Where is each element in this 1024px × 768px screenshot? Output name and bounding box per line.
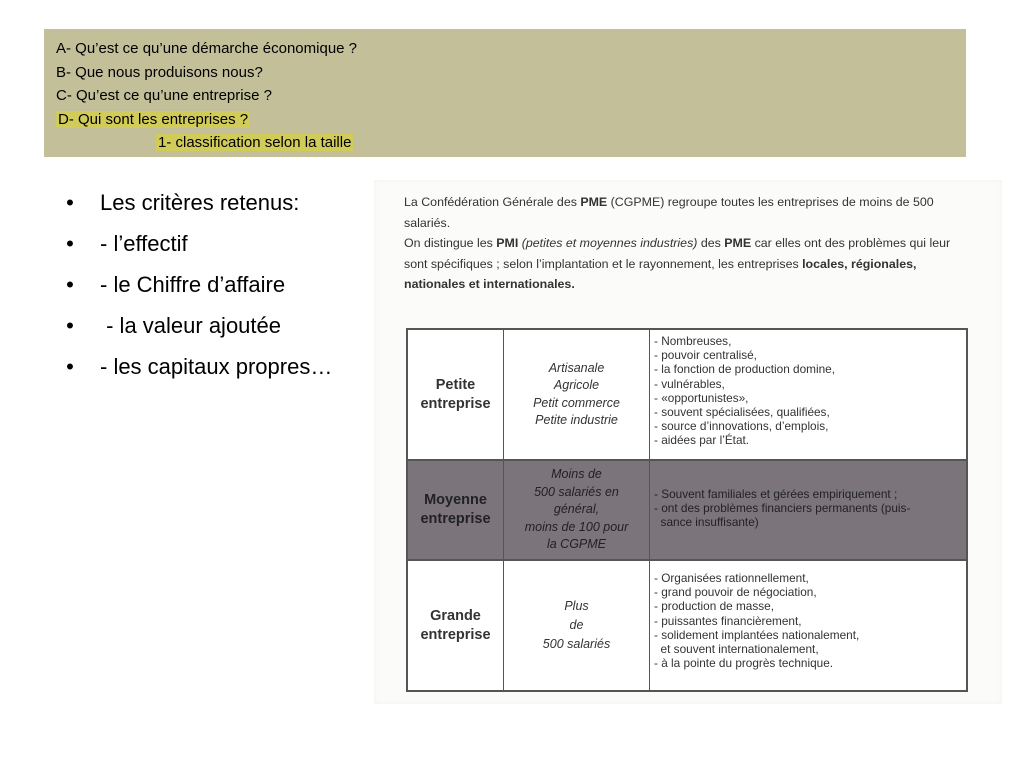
description-line: de: [569, 618, 584, 632]
feature-line: - vulnérables,: [654, 376, 725, 391]
category-cell: [408, 330, 504, 459]
category-label: entreprise: [420, 626, 491, 643]
intro-text: car elles ont des problèmes qui leur sont spécifiques ; selon l’implantation et le rayonnement, les entreprises: [404, 236, 951, 271]
feature-line: - «opportunistes»,: [654, 390, 749, 405]
list-item: [58, 264, 332, 305]
header-line-c: C- Qu’est ce qu’une entreprise ?: [56, 87, 272, 104]
description-line: moins de 100 pour: [524, 519, 629, 534]
description-cell: [504, 330, 650, 459]
intro-text-italic: (petites et moyennes industries): [518, 236, 698, 250]
header-subsection: [56, 131, 966, 155]
feature-line: - à la pointe du progrès technique.: [654, 656, 834, 671]
category-label: Petite: [435, 376, 476, 393]
list-item: [58, 346, 332, 387]
intro-text: des: [697, 236, 725, 250]
description-line: Plus: [564, 599, 589, 613]
bullet-icon: •: [66, 354, 74, 379]
intro-text-bold: PMI: [496, 236, 519, 250]
description-line: Moins de: [551, 467, 602, 482]
table-row: [408, 461, 966, 561]
category-label: entreprise: [420, 395, 491, 412]
description-line: Petite industrie: [535, 413, 618, 427]
table-row: [408, 330, 966, 461]
feature-line: - Organisées rationnellement,: [654, 571, 809, 585]
intro-text: (CGPME) regroupe toutes les entreprises de moins de 500 salariés.: [404, 195, 934, 230]
header-line-a: A- Qu’est ce qu’une démarche économique ?: [56, 40, 358, 57]
intro-text-bold: PME: [580, 195, 608, 209]
feature-line: - la fonction de production domine,: [654, 362, 835, 377]
intro-text-bold: locales, régionales, nationales et internationales.: [404, 256, 917, 291]
category-label: Grande: [430, 607, 481, 624]
list-item-text: - la valeur ajoutée: [100, 313, 281, 338]
feature-line: - puissantes financièrement,: [654, 613, 802, 628]
list-item: [58, 182, 332, 223]
list-item-text: Les critères retenus:: [100, 190, 300, 215]
slide-header: [44, 29, 966, 157]
description-line: général,: [553, 502, 600, 517]
list-item-text: - l’effectif: [100, 231, 188, 256]
feature-line: - aidées par l’État.: [654, 433, 750, 448]
category-cell: [408, 561, 504, 690]
description-line: Agricole: [553, 378, 600, 392]
category-label: Moyenne: [424, 492, 487, 508]
criteria-list: [58, 182, 332, 387]
list-item-text: - les capitaux propres…: [100, 354, 333, 379]
feature-line: - production de masse,: [654, 599, 774, 614]
description-line: 500 salariés en: [534, 484, 619, 499]
features-cell: [650, 330, 966, 459]
description-cell: [504, 561, 650, 690]
list-item-text: - le Chiffre d’affaire: [100, 272, 286, 297]
current-section: D- Qui sont les entreprises ?: [58, 110, 249, 128]
bullet-icon: •: [66, 272, 74, 297]
classification-table: [406, 328, 968, 692]
header-line-b: B- Que nous produisons nous?: [56, 63, 263, 81]
feature-line: sance insuffisante): [654, 515, 759, 530]
category-cell: [408, 461, 504, 559]
bullet-icon: •: [66, 190, 74, 215]
description-cell: [504, 461, 650, 559]
feature-line: et souvent internationalement,: [654, 642, 819, 657]
header-line-d: [56, 108, 966, 132]
bullet-icon: •: [66, 231, 74, 256]
intro-paragraph: [404, 192, 970, 295]
feature-line: - souvent spécialisées, qualifiées,: [654, 405, 830, 420]
intro-text-bold: PME: [724, 236, 752, 250]
feature-line: - pouvoir centralisé,: [654, 348, 757, 363]
category-label: entreprise: [420, 511, 491, 527]
feature-line: - grand pouvoir de négociation,: [654, 585, 817, 600]
description-line: Artisanale: [548, 360, 605, 375]
description-line: Petit commerce: [533, 395, 620, 410]
feature-line: - ont des problèmes financiers permanents (puis-: [654, 501, 911, 516]
description-line: 500 salariés: [542, 637, 611, 651]
list-item: [58, 305, 332, 346]
intro-text: On distingue les: [404, 236, 497, 250]
feature-line: - Souvent familiales et gérées empiriquement ;: [654, 487, 898, 501]
features-cell: [650, 561, 966, 690]
feature-line: - solidement implantées nationalement,: [654, 627, 860, 642]
features-cell: [650, 461, 966, 559]
intro-text: La Confédération Générale des: [404, 195, 581, 209]
bullet-icon: •: [66, 313, 74, 338]
scanned-document: [374, 180, 1002, 704]
list-item: [58, 223, 332, 264]
feature-line: - source d’innovations, d’emplois,: [654, 419, 829, 434]
table-row: [408, 561, 966, 690]
current-subsection: 1- classification selon la taille: [158, 134, 352, 151]
feature-line: - Nombreuses,: [654, 334, 732, 348]
description-line: la CGPME: [546, 537, 607, 552]
